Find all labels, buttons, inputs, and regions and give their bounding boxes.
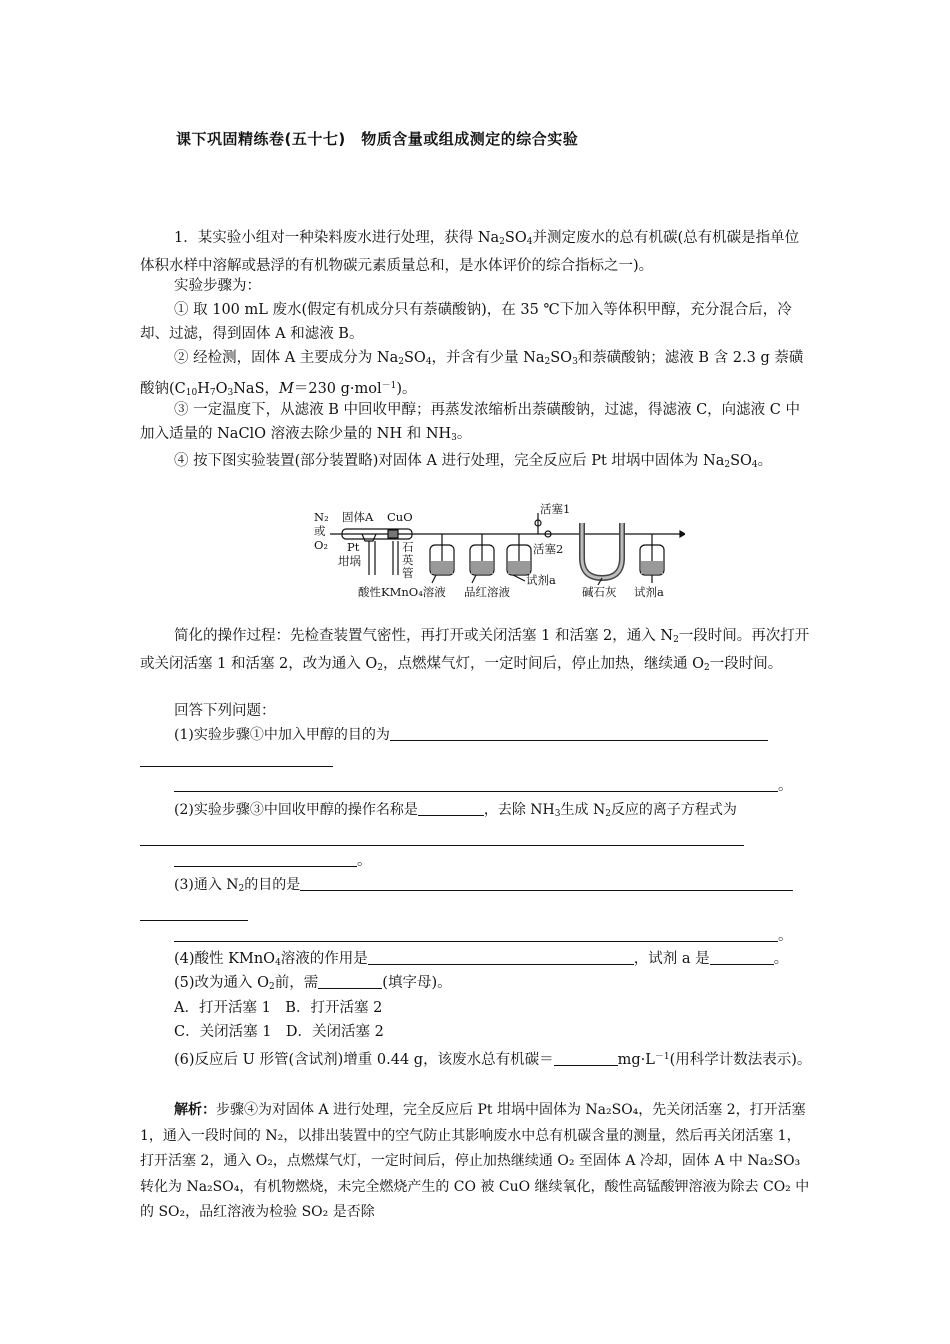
pinhong-label: 品红溶液	[464, 585, 510, 599]
blank-3-1[interactable]	[300, 876, 793, 891]
blank-2-2[interactable]	[140, 831, 744, 846]
blank-1-2[interactable]	[140, 752, 333, 767]
options-ab: A．打开活塞 1 B．打开活塞 2	[174, 1000, 383, 1016]
question-1-6: (6)反应后 U 形管(含试剂)增重 0.44 g，该废水总有机碳＝ $mg\cdot L^{-1}$(用科学计数法表示)。	[174, 1052, 812, 1068]
question-1-4: (4)酸性 KMnO$_4$溶液的作用是 ，试剂 a 是 。	[174, 951, 789, 968]
solid-a-label: 固体A	[342, 510, 374, 524]
quartz-label-1: 石	[402, 540, 414, 554]
question-1-intro: 1．某实验小组对一种染料废水进行处理，获得 $Na_2SO_4$并测定废水的总有机碳(总有机碳是指单位体积水样中溶解或悬浮的有机物碳元素质量总和，是水体评价的综合指标之一)。	[140, 230, 800, 274]
question-1-3-line: 。	[174, 925, 846, 949]
crucible-label: 坩埚	[338, 554, 361, 568]
answer-prompt: 回答下列问题：	[174, 703, 276, 719]
question-1-2: (2)实验步骤③中回收甲醇的操作名称是 ，去除 $NH_3$生成 $N_2$反应的离子方程式为	[140, 798, 812, 853]
reagent-a-label-1: 试剂a	[526, 573, 556, 587]
question-1-1: (1)实验步骤①中加入甲醇的目的为	[140, 723, 812, 774]
soda-lime-label: 碱石灰	[582, 585, 617, 599]
blank-3-3[interactable]	[174, 927, 778, 942]
valve-1-label: 活塞1	[540, 503, 571, 516]
cuo-label: CuO	[387, 510, 413, 524]
blank-1-3[interactable]	[174, 777, 778, 792]
quartz-label-2: 英	[402, 553, 414, 567]
pt-label: Pt	[347, 540, 360, 554]
step-1: ① 取 100 mL 废水(假定有机成分只有萘磺酸钠)，在 35 ℃下加入等体积甲醇，充分混合后，冷却、过滤，得到固体 A 和滤液 B。	[140, 302, 792, 342]
apparatus-diagram	[300, 503, 685, 605]
steps-label: 实验步骤为：	[174, 278, 261, 294]
procedure: 简化的操作过程：先检查装置气密性，再打开或关闭活塞 1 和活塞 2，通入 $N_2$一段时间。再次打开或关闭活塞 1 和活塞 2，改为通入 $O_2$，点燃煤气灯，一定时间后，停止加热，继续通 $O_2$一段时间。	[140, 628, 810, 673]
gas-o2-label: O₂	[314, 538, 329, 552]
blank-5-1[interactable]	[318, 974, 382, 989]
step-2: ② 经检测，固体 A 主要成分为 $Na_2SO_4$，并含有少量 $Na_2SO_3$和萘磺酸钠；滤液 B 含 2.3 g 萘磺酸钠($C_{10}H_7O_3NaS$，M＝230 g·mol$^{-1}$)。	[140, 350, 804, 398]
step-4: ④ 按下图实验装置(部分装置略)对固体 A 进行处理，完全反应后 Pt 坩埚中固体为 $Na_2SO_4$。	[174, 453, 773, 470]
valve-2-label: 活塞2	[533, 542, 564, 556]
options-cd: C．关闭活塞 1 D．关闭活塞 2	[174, 1024, 384, 1040]
blank-2-1[interactable]	[418, 801, 484, 816]
question-1-1-line: 。	[174, 775, 846, 799]
question-1-5: (5)改为通入 $O_2$前，需 (填字母)。	[174, 975, 452, 992]
gas-n2-label: N₂	[314, 510, 329, 524]
blank-4-2[interactable]	[710, 950, 774, 965]
quartz-label-3: 管	[402, 566, 414, 580]
step-3: ③ 一定温度下，从滤液 B 中回收甲醇；再蒸发浓缩析出萘磺酸钠，过滤，得滤液 C，向滤液 C 中加入适量的 NaClO 溶液去除少量的 NH 和 $NH_3$。	[140, 402, 800, 443]
blank-2-3[interactable]	[174, 852, 357, 867]
question-1-2-line: 。	[174, 850, 846, 874]
page-title: 课下巩固精练卷(五十七) 物质含量或组成测定的综合实验	[176, 130, 579, 148]
reagent-a-label-2: 试剂a	[634, 585, 664, 599]
blank-1-1[interactable]	[390, 726, 768, 741]
question-1-3: (3)通入 $N_2$的目的是	[140, 873, 812, 928]
solution: 解析：步骤④为对固体 A 进行处理，完全反应后 Pt 坩埚中固体为 Na₂SO₄，先关闭活塞 2，打开活塞 1，通入一段时间的 N₂，以排出装置中的空气防止其影响废水中总有机碳含量的测量，然后再关闭活塞 1，打开活塞 2，通入 O₂，点燃煤气灯，一定时间后，停止加热继续通 O₂ 至固体 A 冷却，固体 A 中 Na₂SO₃ 转化为 Na₂SO₄，有机物燃烧，未完全燃烧产生的 CO 被 CuO 继续氧化，酸性高锰酸钾溶液为除去 CO₂ 中的 SO₂，品红溶液为检验 SO₂ 是否除	[140, 1102, 810, 1220]
gas-or-label: 或	[314, 524, 326, 538]
blank-6-1[interactable]	[554, 1051, 618, 1066]
blank-4-1[interactable]	[368, 950, 634, 965]
blank-3-2[interactable]	[140, 906, 248, 921]
kmno4-label: 酸性KMnO₄溶液	[358, 585, 446, 599]
